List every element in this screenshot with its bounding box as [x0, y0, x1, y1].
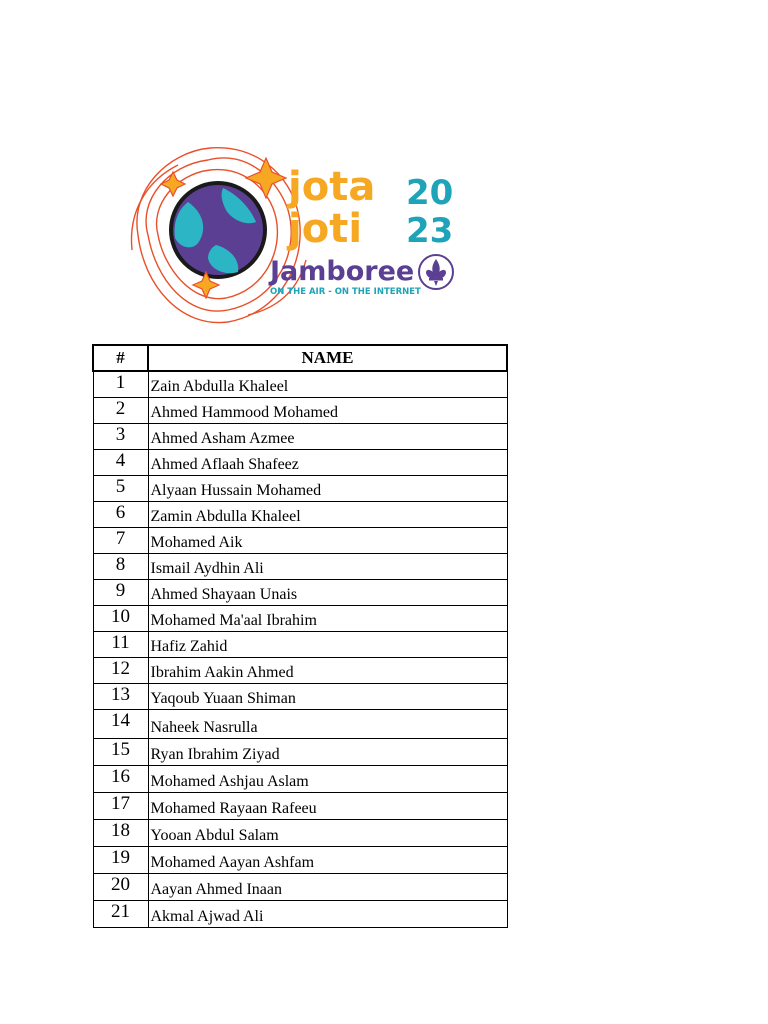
globe-icon: [171, 183, 265, 277]
table-row: [93, 605, 507, 631]
jota-joti-logo: [128, 140, 468, 325]
table-row: [93, 900, 507, 927]
row-number: 12: [93, 657, 148, 683]
row-number: 16: [93, 765, 148, 792]
table-row: [93, 631, 507, 657]
participant-name: Mohamed Ashjau Aslam: [148, 765, 507, 792]
participant-name: Hafiz Zahid: [148, 631, 507, 657]
participant-name: Ahmed Hammood Mohamed: [148, 397, 507, 423]
participant-name: Mohamed Aayan Ashfam: [148, 846, 507, 873]
table-row: [93, 501, 507, 527]
participant-name: Alyaan Hussain Mohamed: [148, 475, 507, 501]
table-row: [93, 683, 507, 709]
table-row: [93, 527, 507, 553]
row-number: 14: [93, 709, 148, 738]
logo-joti-text: joti: [288, 206, 363, 252]
logo-jota-text: jota: [288, 164, 376, 210]
table-row: [93, 371, 507, 397]
participants-table: [92, 344, 508, 928]
table-row: [93, 579, 507, 605]
row-number: 4: [93, 449, 148, 475]
row-number: 11: [93, 631, 148, 657]
table-row: [93, 765, 507, 792]
row-number: 9: [93, 579, 148, 605]
participant-name: Mohamed Aik: [148, 527, 507, 553]
participant-name: Mohamed Rayaan Rafeeu: [148, 792, 507, 819]
row-number: 10: [93, 605, 148, 631]
table-row: [93, 449, 507, 475]
logo-jamboree-text: Jamboree: [270, 256, 415, 287]
row-number: 21: [93, 900, 148, 927]
participant-name: Ahmed Shayaan Unais: [148, 579, 507, 605]
row-number: 6: [93, 501, 148, 527]
number-column-header: #: [93, 345, 148, 371]
participant-name: Ibrahim Aakin Ahmed: [148, 657, 507, 683]
participant-name: Yooan Abdul Salam: [148, 819, 507, 846]
row-number: 7: [93, 527, 148, 553]
row-number: 17: [93, 792, 148, 819]
row-number: 20: [93, 873, 148, 900]
participant-name: Mohamed Ma'aal Ibrahim: [148, 605, 507, 631]
participant-name: Yaqoub Yuaan Shiman: [148, 683, 507, 709]
participant-name: Aayan Ahmed Inaan: [148, 873, 507, 900]
table-row: [93, 423, 507, 449]
participant-name: Ahmed Asham Azmee: [148, 423, 507, 449]
participant-name: Akmal Ajwad Ali: [148, 900, 507, 927]
row-number: 15: [93, 738, 148, 765]
participant-name: Ryan Ibrahim Ziyad: [148, 738, 507, 765]
table-row: [93, 709, 507, 738]
table-row: [93, 475, 507, 501]
row-number: 1: [93, 371, 148, 397]
table-header-row: [93, 345, 507, 371]
logo-tagline: ON THE AIR - ON THE INTERNET: [270, 287, 421, 297]
table-row: [93, 846, 507, 873]
table-row: [93, 397, 507, 423]
table-row: [93, 657, 507, 683]
row-number: 8: [93, 553, 148, 579]
logo-year-top: 20: [406, 173, 454, 213]
table-row: [93, 873, 507, 900]
logo-year-bottom: 23: [406, 211, 454, 251]
table-row: [93, 738, 507, 765]
row-number: 18: [93, 819, 148, 846]
participant-name: Zamin Abdulla Khaleel: [148, 501, 507, 527]
table-row: [93, 819, 507, 846]
participant-name: Naheek Nasrulla: [148, 709, 507, 738]
row-number: 2: [93, 397, 148, 423]
table-row: [93, 792, 507, 819]
row-number: 19: [93, 846, 148, 873]
participant-name: Zain Abdulla Khaleel: [148, 371, 507, 397]
participant-name: Ahmed Aflaah Shafeez: [148, 449, 507, 475]
scout-fleur-de-lis-icon: [419, 255, 453, 289]
row-number: 5: [93, 475, 148, 501]
row-number: 13: [93, 683, 148, 709]
participant-name: Ismail Aydhin Ali: [148, 553, 507, 579]
table-row: [93, 553, 507, 579]
name-column-header: NAME: [148, 345, 507, 371]
row-number: 3: [93, 423, 148, 449]
